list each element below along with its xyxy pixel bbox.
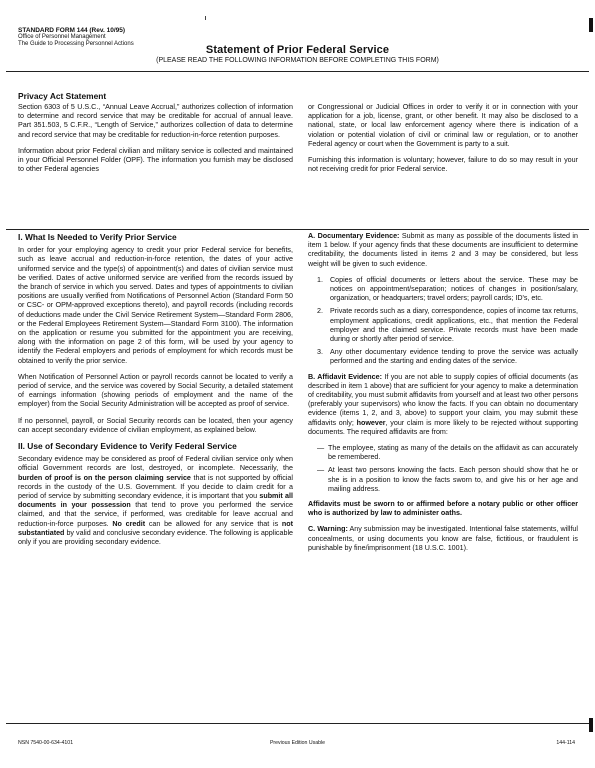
privacy-act-paragraph: or Congressional or Judicial Offices in order to verify it or in connection with your application for a job, license, grant, or other benefit. It may also be disclosed to a national, state, or local law enforcement agency where there is indication of a violation or potential violation of civil or criminal law or regulation, or to another Federal agency or court when the Government is party to a suit. — [308, 103, 578, 148]
list-item — [308, 276, 578, 304]
section-2-title: II. Use of Secondary Evidence to Verify Federal Service — [18, 441, 237, 452]
text-run: can be allowed for any service that is — [145, 519, 282, 528]
form-code: 144-114 — [556, 740, 575, 746]
section-a-paragraph — [308, 232, 578, 269]
text-run: , your claim is more likely to be rejected without supporting documents. The required affidavits are from: — [308, 418, 578, 436]
section-b-paragraph — [308, 373, 578, 437]
sworn-affidavit-notice: Affidavits must be sworn to or affirmed before a notary public or other officer who is authorized by law to administer oaths. — [308, 500, 578, 518]
list-item — [308, 444, 578, 462]
edge-registration-mark-top — [589, 18, 593, 32]
dash-bullet: — — [317, 444, 325, 453]
item-text: At least two persons knowing the facts. Each person should show that he or she is in a position to know the facts sworn to, and give his or her age and mailing address. — [328, 466, 578, 493]
item-text: Copies of official documents or letters about the service. These may be notices on appointment/separation; notices of changes in position/salary, organization, or headquarters; travel orders; payroll cards; ID's, etc. — [330, 275, 578, 303]
form-number: STANDARD FORM 144 (Rev. 10/95) — [18, 27, 126, 34]
list-item — [308, 348, 578, 366]
dash-bullet: — — [317, 466, 325, 475]
guide-reference: The Guide to Processing Personnel Actions — [18, 41, 134, 47]
emphasis-text: not substantiated — [18, 519, 293, 537]
emphasis-text: burden of proof is on the person claiming service — [18, 473, 191, 482]
text-run: Submit as many as possible of the documents listed in item 1 below. If your agency finds that these documents are insufficient to determine creditability, the documents listed in items 2 and 3 may be considered, but less weight will be given to such evidence. — [308, 232, 578, 268]
text-run: that is not supported by official records in the custody of the U.S. Government. If you decide to claim credit for a period of service by submitting secondary evidence, it is important that you — [18, 473, 293, 501]
section-a-label: A. Documentary Evidence: — [308, 232, 400, 240]
item-number: 3. — [317, 348, 323, 357]
form-subtitle: (PLEASE READ THE FOLLOWING INFORMATION BEFORE COMPLETING THIS FORM) — [156, 57, 439, 64]
section-1-title: I. What Is Needed to Verify Prior Service — [18, 232, 177, 242]
privacy-act-left-column — [18, 103, 293, 181]
item-text: Any other documentary evidence tending to prove the service was actually performed and the starting and ending dates of the service. — [330, 348, 578, 366]
list-item — [308, 307, 578, 344]
item-text: Private records such as a diary, correspondence, copies of income tax returns, employment applications, credit applications, etc., that mention the Federal employer and the claimed service. Private records must have been made during or shortly after period of service. — [330, 307, 578, 344]
divider-line — [6, 723, 589, 724]
privacy-act-paragraph: Furnishing this information is voluntary; however, failure to do so may result in your not receiving credit for prior Federal service. — [308, 156, 578, 174]
previous-edition-note: Previous Edition Usable — [269, 740, 326, 746]
section-c-label: C. Warning: — [308, 525, 348, 534]
instructions-right-column — [308, 232, 578, 560]
emphasis-text: however — [356, 418, 386, 427]
scan-mark — [205, 16, 206, 20]
item-number: 2. — [317, 307, 323, 316]
section-b-label: B. Affidavit Evidence: — [308, 372, 382, 381]
section-2-paragraph — [18, 455, 293, 547]
issuing-office: Office of Personnel Management — [18, 34, 106, 40]
privacy-act-right-column — [308, 103, 578, 181]
divider-line — [6, 71, 589, 72]
emphasis-text: No credit — [112, 519, 146, 528]
list-item — [308, 466, 578, 494]
edge-registration-mark-bottom — [589, 718, 593, 732]
text-run: Any submission may be investigated. Intentional false statements, willful concealments, or using documents you know are false, fictitious, or fraudulent is punishable by fine/imprisonment (18 U.S.C. 1001). — [308, 525, 578, 552]
section-1-paragraph: If no personnel, payroll, or Social Security records can be located, then your agency can accept secondary evidence of civilian employment, as explained below. — [18, 416, 293, 434]
privacy-act-paragraph: Information about prior Federal civilian and military service is collected and maintained in your Official Personnel Folder (OPF). The information you furnish may be disclosed to other Federal agencies — [18, 146, 293, 174]
privacy-act-title: Privacy Act Statement — [18, 91, 107, 101]
section-1-paragraph: In order for your employing agency to credit your prior Federal service for benefits, such as leave accrual and reduction-in-force retention, the dates of your active uniformed service and the type(s) of appointment(s) and dates of civilian service must be verified. Dates of active uniformed service are verified from the records issued by the branch of service in which you served. Dates and types of appointments to civilian positions are usually verified from Notifications of Personnel Action (Standard Form 50 or CSC- or OPM-approved exceptions thereto), and payroll records (including records of deductions made under the Civil Service Retirement System—Standard Form 2806, or the Federal Employees Retirement System—Standard Form 3100). The information on the application or resume you submitted for the appointment you are receiving, along with the information on page 2 of this form, will be used by your agency to identify the Federal employers and periods of employment for which records must be obtained to verify the prior service. — [18, 246, 293, 365]
text-run: Secondary evidence may be considered as proof of Federal civilian service only when official Government records are lost, destroyed, or incomplete. Necessarily, the — [18, 455, 293, 473]
item-text: The employee, stating as many of the details on the affidavit as can accurately be remembered. — [328, 444, 578, 462]
section-c-paragraph — [308, 525, 578, 553]
documentary-evidence-list — [308, 276, 578, 367]
text-run: If you are not able to supply copies of official documents (as described in item 1 above) that are sufficient for your agency to make a determination of creditability, you must submit affidavits from yourself and at least two other persons (preferably your supervisors) who know the facts. If you can obtain no documentary evidence (items 1, 2, and 3, above) to support your claim, you may submit these affidavits only; — [308, 372, 579, 427]
affidavit-list — [308, 444, 578, 494]
instructions-left-column — [18, 232, 293, 554]
section-1-paragraph: When Notification of Personnel Action or payroll records cannot be located to verify a period of service, and the service was covered by Social Security, a detailed statement of earnings information (showing periods of employment and the name of the employer) from the Social Security Administration will be accepted as proof of service. — [18, 372, 293, 409]
text-run: that tend to prove you performed the service claimed, and that the service, if performed, was creditable for leave accrual and reduction-in-force purposes. — [18, 501, 293, 528]
text-run: by valid and conclusive secondary evidence. The following is applicable only if you are providing secondary evidence. — [18, 528, 293, 547]
item-number: 1. — [317, 275, 323, 284]
emphasis-text: submit all documents in your possession — [18, 492, 293, 510]
nsn-number: NSN 7540-00-634-4101 — [18, 740, 74, 746]
privacy-act-paragraph: Section 6303 of 5 U.S.C., “Annual Leave Accrual,” authorizes collection of information to determine and record service that may be creditable for accrual of annual leave. Part 351.503, 5 C.F.R., “Length of Service,” authorizes collection of data to determine and record service that may be creditable for reduction-in-force retention purposes. — [18, 103, 293, 139]
form-title: Statement of Prior Federal Service — [205, 44, 390, 56]
divider-line — [6, 229, 589, 230]
